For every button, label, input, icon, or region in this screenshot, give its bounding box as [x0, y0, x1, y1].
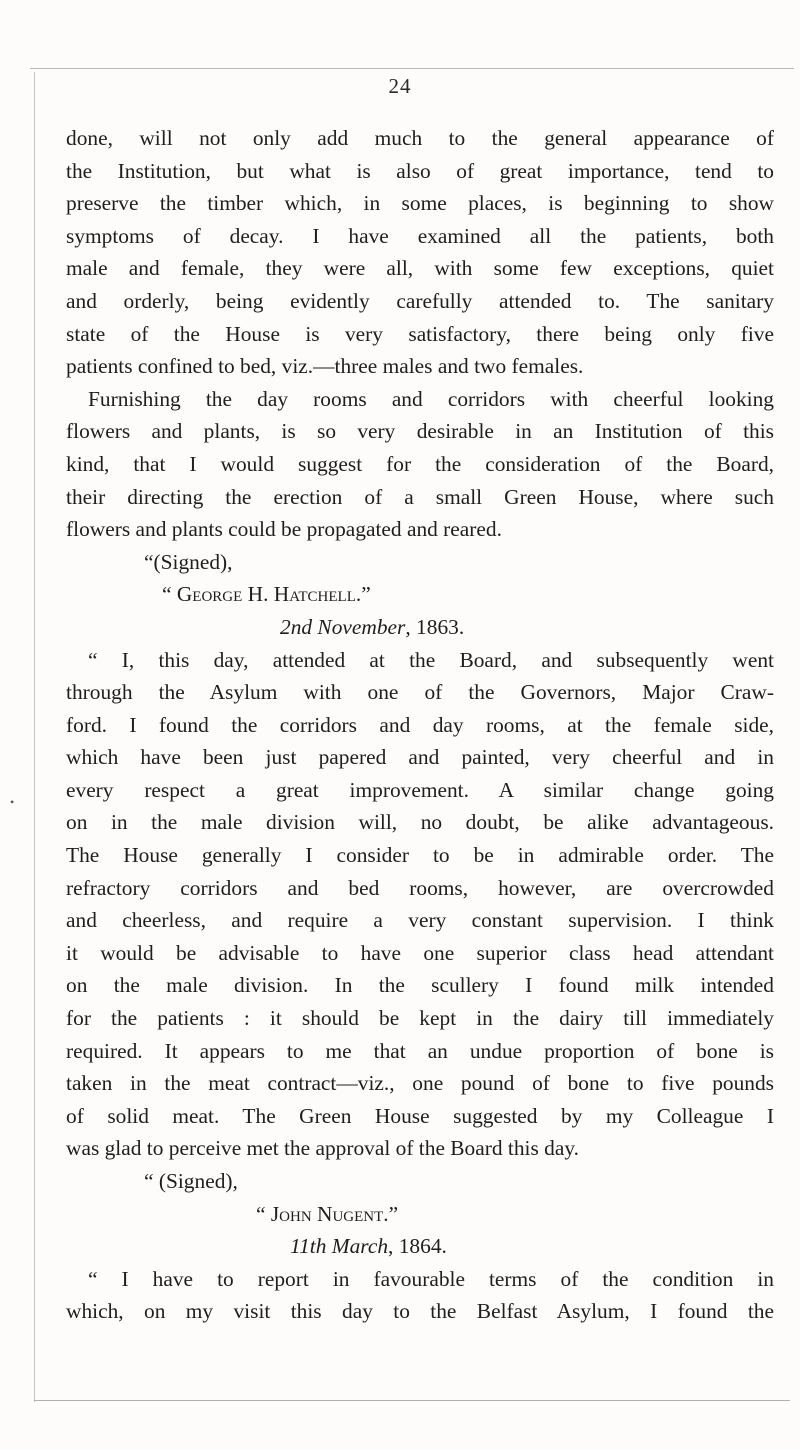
text-line: symptoms of decay. I have examined all the patients, both [66, 223, 774, 248]
text-line: which, on my visit this day to the Belfast Asylum, I found the [66, 1299, 774, 1324]
text-line: which have been just papered and painted, very cheerful and in [66, 745, 774, 770]
page-left-rule [34, 72, 35, 1402]
entry-date-day: 11th March [290, 1234, 389, 1259]
signature-block-2 [66, 1165, 774, 1230]
stray-mark: • [10, 795, 15, 809]
paragraph-2 [66, 383, 774, 546]
text-line: was glad to perceive met the approval of the Board this day. [66, 1136, 580, 1161]
text-line: flowers and plants could be propagated and reared. [66, 517, 502, 542]
text-line: on the male division. In the scullery I found milk intended [66, 973, 774, 998]
text-line: their directing the erection of a small Green House, where such [66, 484, 774, 509]
text-line: patients confined to bed, viz.—three males and two females. [66, 354, 584, 379]
entry-date-year: , 1863. [405, 614, 465, 639]
text-line: taken in the meat contract—viz., one pound of bone to five pounds [66, 1071, 774, 1096]
text-line: for the patients : it should be kept in the dairy till immediately [66, 1006, 774, 1031]
text-line: the Institution, but what is also of great importance, tend to [66, 158, 774, 183]
text-line: refractory corridors and bed rooms, however, are overcrowded [66, 875, 774, 900]
entry-date [66, 611, 774, 644]
text-line: of solid meat. The Green House suggested by my Colleague I [66, 1103, 774, 1128]
text-line: Furnishing the day rooms and corridors with cheerful looking [88, 386, 774, 411]
signature-name: “ George H. Hatchell.” [162, 582, 371, 607]
entry-date [66, 1230, 774, 1263]
text-line: through the Asylum with one of the Governors, Major Craw- [66, 680, 774, 705]
text-line: The House generally I consider to be in admirable order. The [66, 843, 774, 868]
text-line: kind, that I would suggest for the consideration of the Board, [66, 451, 774, 476]
signature-label: “ (Signed), [144, 1169, 238, 1193]
text-line: every respect a great improvement. A similar change going [66, 777, 774, 802]
text-line: on in the male division will, no doubt, be alike advantageous. [66, 810, 774, 835]
paragraph-1 [66, 122, 774, 383]
text-line: ford. I found the corridors and day rooms, at the female side, [66, 712, 774, 737]
entry-date-year: , 1864. [388, 1234, 447, 1259]
paragraph-3 [66, 644, 774, 1166]
text-line: done, will not only add much to the general appearance of [66, 126, 774, 150]
text-line: male and female, they were all, with some few exceptions, quiet [66, 256, 774, 281]
text-line: “ I have to report in favourable terms of the condition in [88, 1266, 774, 1291]
text-line: state of the House is very satisfactory, there being only five [66, 321, 774, 346]
text-line: flowers and plants, is so very desirable in an Institution of this [66, 419, 774, 444]
page-top-rule [30, 68, 794, 69]
text-line: and orderly, being evidently carefully attended to. The sanitary [66, 288, 774, 313]
paragraph-4 [66, 1263, 774, 1328]
text-line: required. It appears to me that an undue proportion of bone is [66, 1038, 774, 1063]
page-number: 24 [388, 74, 412, 98]
signature-label: “(Signed), [144, 549, 233, 574]
signature-block-1 [66, 546, 774, 611]
page-body [66, 122, 774, 1328]
text-line: and cheerless, and require a very constant supervision. I think [66, 908, 774, 933]
text-line: preserve the timber which, in some places, is beginning to show [66, 191, 774, 216]
signature-name: “ John Nugent.” [256, 1201, 399, 1226]
text-line: “ I, this day, attended at the Board, and subsequently went [88, 647, 774, 672]
page-bottom-rule [34, 1400, 790, 1401]
entry-date-day: 2nd November [280, 614, 406, 639]
text-line: it would be advisable to have one superior class head attendant [66, 940, 774, 965]
